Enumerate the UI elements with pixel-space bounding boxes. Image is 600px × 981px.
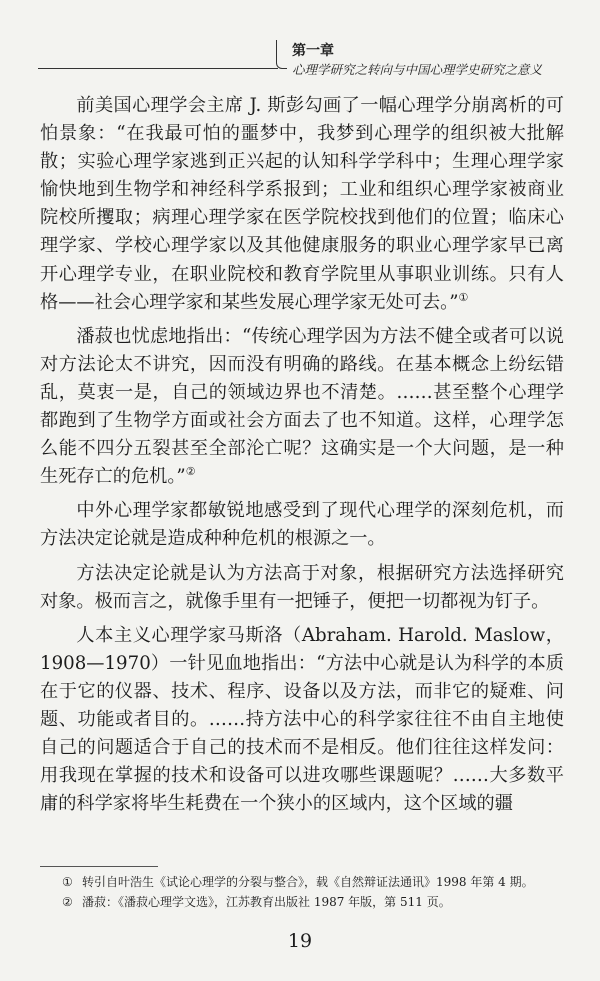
footnotes bbox=[62, 872, 562, 912]
header-rule bbox=[38, 68, 278, 69]
paragraph-text: 前美国心理学会主席 J. 斯彭勾画了一幅心理学分崩离析的可怕景象：“在我最可怕的噩梦中，我梦到心理学的组织被大批解散；实验心理学家逃到正兴起的认知科学学科中；生理心理学家愉快地到生物学和神经科学系报到；工业和组织心理学家被商业院校所攫取；病理心理学家在医学院校找到他们的位置；临床心理学家、学校心理学家以及其他健康服务的职业心理学家早已离开心理学专业，在职业院校和教育学院里从事职业训练。只有人格——社会心理学家和某些发展心理学家无处可去。” bbox=[40, 95, 564, 313]
footnote-item bbox=[62, 892, 562, 912]
chapter-heading: 第一章 bbox=[292, 43, 334, 59]
running-title: 心理学研究之转向与中国心理学史研究之意义 bbox=[292, 62, 543, 77]
footnote-mark: ① bbox=[62, 875, 73, 889]
footnote-item bbox=[62, 872, 562, 892]
paragraph-text: 人本主义心理学家马斯洛（Abraham. Harold. Maslow，1908—1970）一针见血地指出：“方法中心就是认为科学的本质在于它的仪器、技术、程序、设备以及方法，而非它的疑难、问题、功能或者目的。……持方法中心的科学家往往不由自主地使自己的问题适合于自己的技术而不是相反。他们往往这样发问：用我现在掌握的技术和设备可以进攻哪些课题呢？……大多数平庸的科学家将毕生耗费在一个狭小的区域内，这个区域的疆 bbox=[40, 624, 564, 815]
paragraph-text: 潘菽也忧虑地指出：“传统心理学因为方法不健全或者可以说对方法论太不讲究，因而没有明确的路线。在基本概念上纷纭错乱，莫衷一是，自己的领域边界也不清楚。……甚至整个心理学都跑到了生物学方面或社会方面去了也不知道。这样，心理学怎么能不四分五裂甚至全部沦亡呢？这确实是一个大问题，是一种生死存亡的危机。” bbox=[40, 325, 564, 488]
header-rule-hook bbox=[276, 40, 287, 69]
paragraph bbox=[40, 497, 564, 553]
footnote-separator bbox=[40, 866, 158, 867]
paragraph-text: 方法决定论就是认为方法高于对象，根据研究方法选择研究对象。极而言之，就像手里有一把锤子，便把一切都视为钉子。 bbox=[40, 562, 564, 612]
page-number: 19 bbox=[287, 930, 313, 952]
body-text bbox=[40, 92, 564, 824]
paragraph bbox=[40, 323, 564, 492]
paragraph bbox=[40, 92, 564, 317]
footnote-text: 转引自叶浩生《试论心理学的分裂与整合》，载《自然辩证法通讯》1998 年第 4 期。 bbox=[82, 875, 534, 889]
paragraph-text: 中外心理学家都敏锐地感受到了现代心理学的深刻危机，而方法决定论就是造成种种危机的根源之一。 bbox=[40, 500, 564, 550]
paragraph bbox=[40, 560, 564, 616]
paragraph bbox=[40, 622, 564, 819]
footnote-mark: ② bbox=[62, 895, 73, 909]
footnote-text: 潘菽：《潘菽心理学文选》，江苏教育出版社 1987 年版，第 511 页。 bbox=[82, 895, 451, 909]
footnote-ref: ① bbox=[458, 290, 469, 304]
footnote-ref: ② bbox=[185, 465, 196, 479]
